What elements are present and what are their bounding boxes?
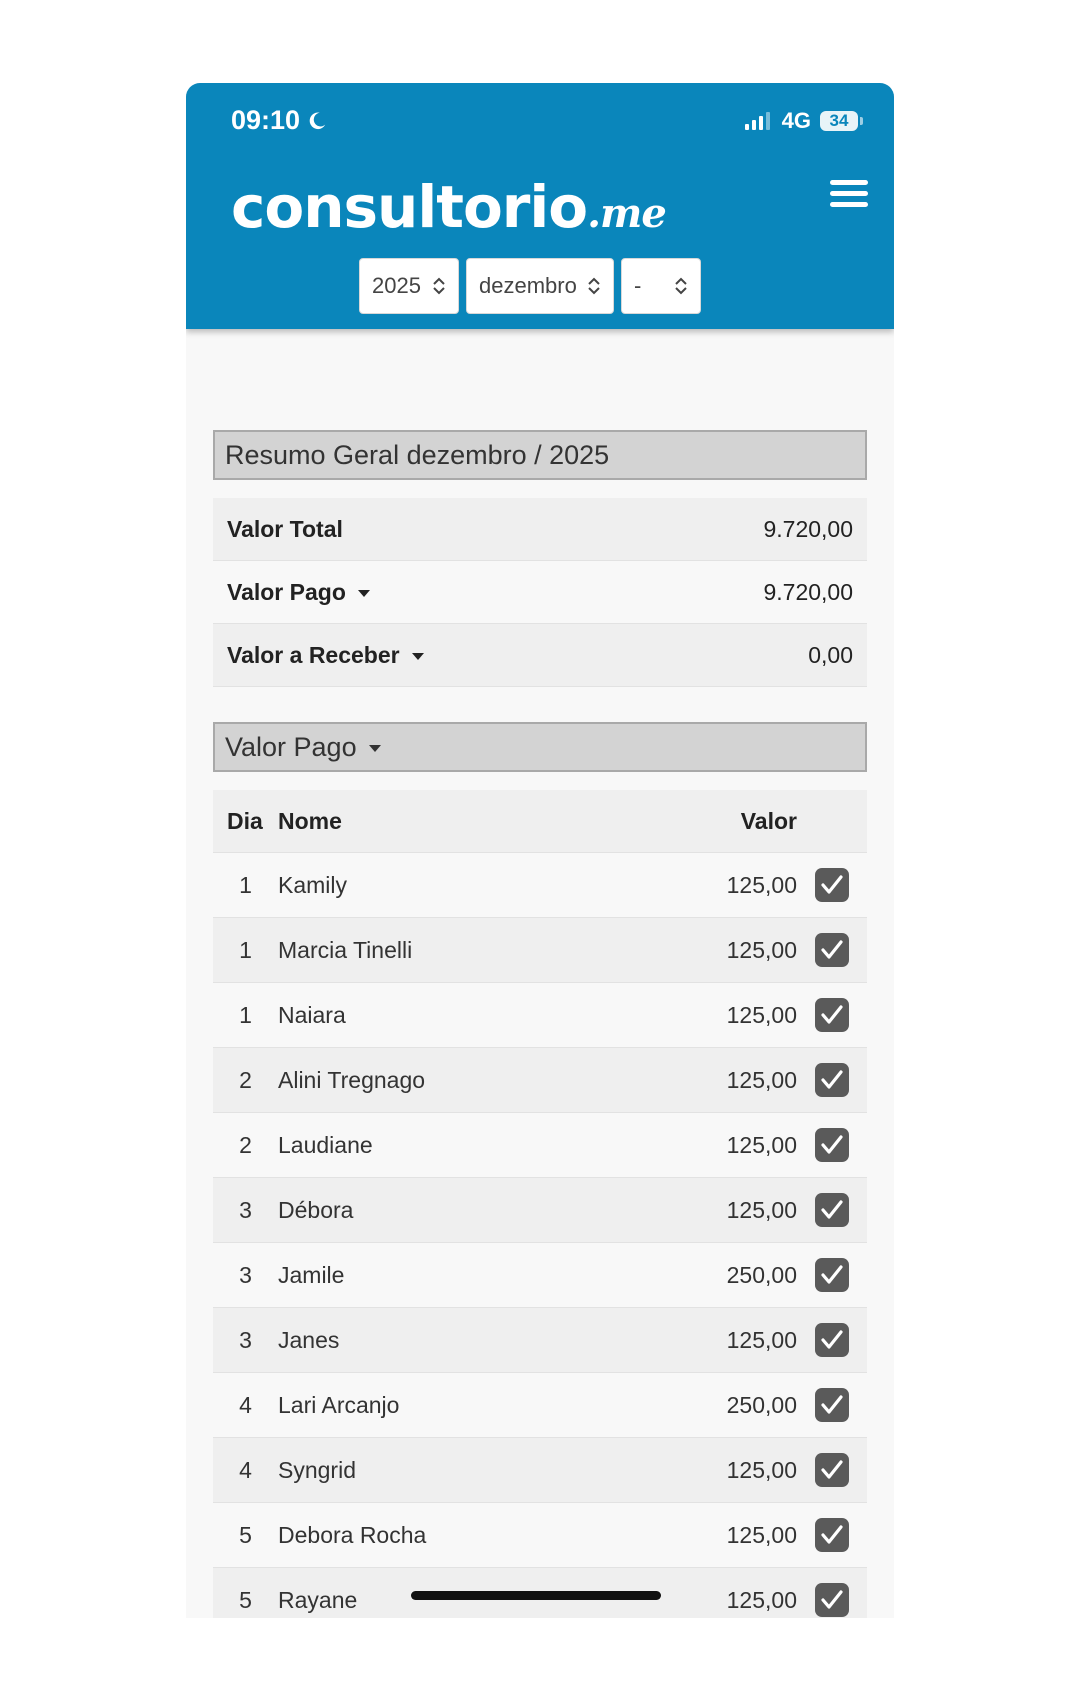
row-checkbox-cell <box>797 1193 867 1227</box>
table-row <box>213 1178 867 1243</box>
summary-row-receivable[interactable] <box>213 624 867 687</box>
month-select[interactable] <box>466 258 614 314</box>
logo-main-text: consultorio <box>231 173 588 241</box>
table-row <box>213 1243 867 1308</box>
row-nome: Rayane <box>278 1586 358 1613</box>
row-dia: 2 <box>239 1131 252 1158</box>
hamburger-menu-icon[interactable] <box>830 180 868 212</box>
row-dia: 1 <box>239 871 252 898</box>
day-select[interactable] <box>621 258 701 314</box>
header-valor: Valor <box>740 807 797 834</box>
checkbox-checked-icon[interactable] <box>815 1258 849 1292</box>
summary-table <box>213 498 867 687</box>
table-row <box>213 1308 867 1373</box>
checkbox-checked-icon[interactable] <box>815 1518 849 1552</box>
row-dia: 5 <box>239 1586 252 1613</box>
check-icon <box>820 1069 844 1091</box>
checkbox-checked-icon[interactable] <box>815 933 849 967</box>
summary-title-text: Resumo Geral dezembro / 2025 <box>225 439 610 470</box>
row-nome: Jamile <box>278 1261 345 1288</box>
check-icon <box>820 1459 844 1481</box>
row-valor: 125,00 <box>726 871 797 898</box>
row-dia: 3 <box>239 1261 252 1288</box>
row-valor: 250,00 <box>726 1261 797 1288</box>
summary-value: 9.720,00 <box>763 515 853 542</box>
row-checkbox-cell <box>797 1583 867 1617</box>
app-header <box>186 83 894 329</box>
row-checkbox-cell <box>797 933 867 967</box>
checkbox-checked-icon[interactable] <box>815 1323 849 1357</box>
summary-row-paid[interactable] <box>213 561 867 624</box>
table-row <box>213 918 867 983</box>
row-checkbox-cell <box>797 1063 867 1097</box>
moon-icon <box>306 110 328 132</box>
chevron-up-down-icon <box>432 276 446 296</box>
row-dia: 3 <box>239 1326 252 1353</box>
check-icon <box>820 1329 844 1351</box>
row-checkbox-cell <box>797 1128 867 1162</box>
phone-screen <box>186 83 894 1618</box>
row-checkbox-cell <box>797 1258 867 1292</box>
logo-suffix-text: .me <box>587 190 666 237</box>
period-selectors <box>359 258 701 314</box>
summary-value: 0,00 <box>808 641 853 668</box>
time-text: 09:10 <box>231 105 301 135</box>
row-valor: 125,00 <box>726 1586 797 1613</box>
row-nome: Janes <box>278 1326 340 1353</box>
signal-icon <box>745 111 773 131</box>
row-dia: 5 <box>239 1521 252 1548</box>
table-header <box>213 790 867 853</box>
year-select[interactable] <box>359 258 459 314</box>
summary-label: Valor Pago <box>227 579 370 606</box>
summary-value: 9.720,00 <box>763 578 853 605</box>
year-select-value: 2025 <box>372 273 421 298</box>
row-valor: 125,00 <box>726 936 797 963</box>
battery-icon <box>820 111 858 131</box>
table-row <box>213 1373 867 1438</box>
month-select-value: dezembro <box>479 273 577 298</box>
row-nome: Débora <box>278 1196 354 1223</box>
row-nome: Kamily <box>278 871 348 898</box>
checkbox-checked-icon[interactable] <box>815 1388 849 1422</box>
checkbox-checked-icon[interactable] <box>815 1453 849 1487</box>
chevron-up-down-icon <box>587 276 601 296</box>
row-checkbox-cell <box>797 868 867 902</box>
status-bar-indicators <box>745 108 858 134</box>
row-checkbox-cell <box>797 1388 867 1422</box>
app-logo[interactable] <box>231 173 666 241</box>
row-checkbox-cell <box>797 1453 867 1487</box>
row-nome: Alini Tregnago <box>278 1066 426 1093</box>
check-icon <box>820 874 844 896</box>
row-valor: 125,00 <box>726 1131 797 1158</box>
check-icon <box>820 1394 844 1416</box>
status-bar-time <box>231 105 328 136</box>
caret-down-icon <box>358 590 370 597</box>
checkbox-checked-icon[interactable] <box>815 1193 849 1227</box>
caret-down-icon <box>369 745 381 752</box>
row-valor: 125,00 <box>726 1001 797 1028</box>
row-valor: 125,00 <box>726 1521 797 1548</box>
checkbox-checked-icon[interactable] <box>815 1128 849 1162</box>
table-row <box>213 853 867 918</box>
chevron-up-down-icon <box>674 276 688 296</box>
row-nome: Lari Arcanjo <box>278 1391 400 1418</box>
row-nome: Naiara <box>278 1001 346 1028</box>
table-row <box>213 1048 867 1113</box>
table-row <box>213 1503 867 1568</box>
summary-title <box>213 430 867 480</box>
checkbox-checked-icon[interactable] <box>815 1063 849 1097</box>
check-icon <box>820 1134 844 1156</box>
paid-list-toggle[interactable] <box>213 722 867 772</box>
row-valor: 125,00 <box>726 1196 797 1223</box>
network-label: 4G <box>781 108 811 133</box>
check-icon <box>820 1004 844 1026</box>
check-icon <box>820 1199 844 1221</box>
summary-row-total <box>213 498 867 561</box>
row-nome: Laudiane <box>278 1131 373 1158</box>
check-icon <box>820 1589 844 1611</box>
main-content <box>213 430 867 1618</box>
checkbox-checked-icon[interactable] <box>815 868 849 902</box>
row-valor: 125,00 <box>726 1066 797 1093</box>
table-row <box>213 1113 867 1178</box>
checkbox-checked-icon[interactable] <box>815 998 849 1032</box>
paid-list-title-text: Valor Pago <box>225 731 357 762</box>
table-row <box>213 983 867 1048</box>
row-dia: 4 <box>239 1456 252 1483</box>
row-valor: 250,00 <box>726 1391 797 1418</box>
paid-list-table <box>213 790 867 1618</box>
battery-level: 34 <box>829 111 849 130</box>
row-dia: 2 <box>239 1066 252 1093</box>
check-icon <box>820 1264 844 1286</box>
row-checkbox-cell <box>797 998 867 1032</box>
table-body <box>213 853 867 1618</box>
row-dia: 1 <box>239 936 252 963</box>
row-valor: 125,00 <box>726 1456 797 1483</box>
row-nome: Marcia Tinelli <box>278 936 413 963</box>
row-dia: 1 <box>239 1001 252 1028</box>
check-icon <box>820 939 844 961</box>
row-dia: 3 <box>239 1196 252 1223</box>
row-checkbox-cell <box>797 1518 867 1552</box>
row-nome: Syngrid <box>278 1456 356 1483</box>
header-nome: Nome <box>278 807 342 834</box>
home-indicator[interactable] <box>411 1591 661 1600</box>
table-row <box>213 1438 867 1503</box>
summary-label: Valor a Receber <box>227 642 424 669</box>
summary-label: Valor Total <box>227 515 343 542</box>
row-dia: 4 <box>239 1391 252 1418</box>
caret-down-icon <box>412 653 424 660</box>
row-nome: Debora Rocha <box>278 1521 427 1548</box>
header-dia: Dia <box>227 807 263 834</box>
day-select-value: - <box>634 273 642 298</box>
row-checkbox-cell <box>797 1323 867 1357</box>
checkbox-checked-icon[interactable] <box>815 1583 849 1617</box>
check-icon <box>820 1524 844 1546</box>
row-valor: 125,00 <box>726 1326 797 1353</box>
